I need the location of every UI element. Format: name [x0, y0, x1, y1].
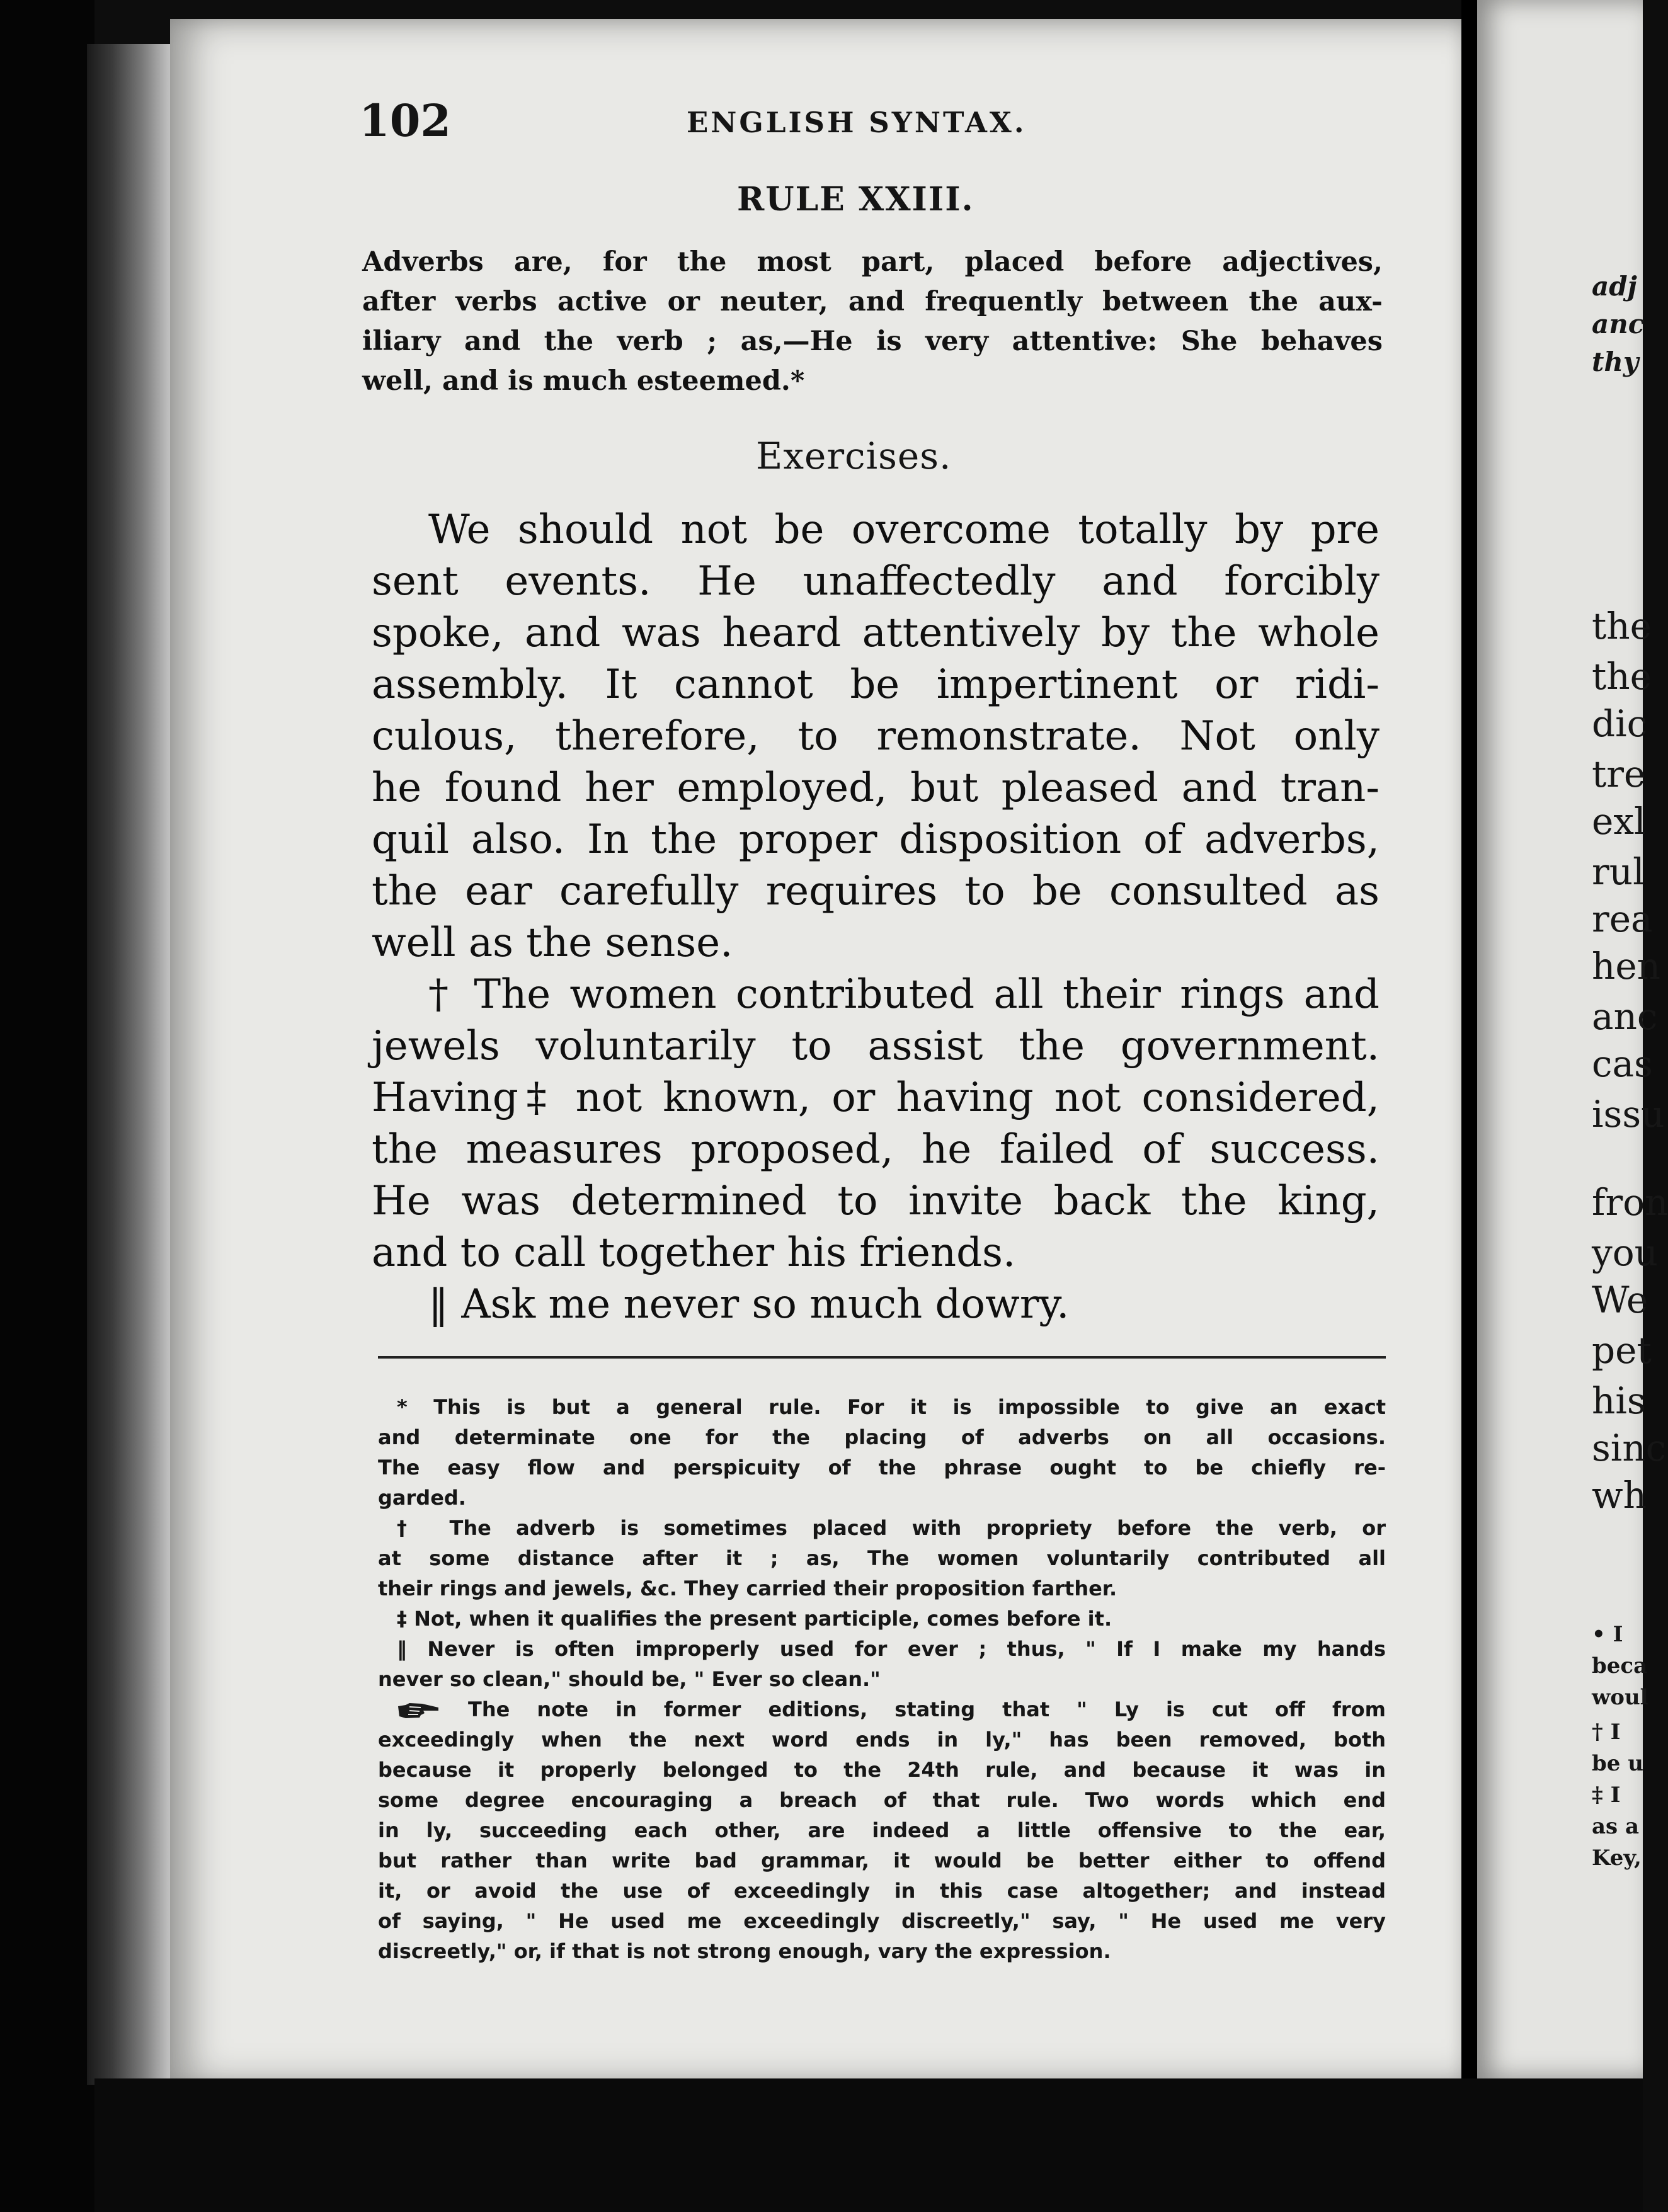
footnote-line: The easy flow and perspicuity of the phrase ought to be chiefly re-	[378, 1456, 1386, 1479]
facing-page-text-fragment: We	[1592, 1279, 1648, 1321]
page-number: 102	[359, 94, 452, 147]
footnote-line: exceedingly when the next word ends in ly," has been removed, both	[378, 1728, 1386, 1752]
facing-page-text-fragment: cas	[1592, 1042, 1653, 1085]
facing-page-text-fragment: pet	[1592, 1329, 1652, 1372]
facing-page-text-fragment: beca	[1592, 1653, 1648, 1679]
footnote-line: and determinate one for the placing of adverbs on all occasions.	[378, 1425, 1386, 1449]
footnote-line: garded.	[378, 1486, 466, 1510]
facing-page-text-fragment: be u	[1592, 1751, 1643, 1776]
facing-page-text-fragment: adj	[1592, 271, 1637, 302]
footnote-line: ‡ Not, when it qualifies the present participle, comes before it.	[397, 1607, 1112, 1631]
footnote-line: discreetly," or, if that is not strong enough, vary the expression.	[378, 1939, 1111, 1963]
footnote-text: The note in former editions, stating that " Ly is cut off from	[468, 1697, 1386, 1721]
facing-page-text-fragment: exl	[1592, 800, 1646, 843]
facing-page-text-fragment: ‡ I	[1592, 1782, 1621, 1808]
book-gutter	[0, 0, 94, 2212]
rule-title: RULE XXIII.	[737, 180, 974, 219]
footnote-line: at some distance after it ; as, The women voluntarily contributed all	[378, 1546, 1386, 1570]
facing-page-text-fragment: rul	[1592, 850, 1645, 893]
facing-page-text-fragment: you	[1592, 1231, 1659, 1274]
facing-page-text-fragment: tre	[1592, 753, 1646, 795]
facing-page-text-fragment: hen	[1592, 945, 1661, 988]
facing-page-text-fragment: dic	[1592, 702, 1648, 745]
page-header	[359, 94, 1052, 151]
facing-page-text-fragment: woul	[1592, 1685, 1648, 1710]
rule-line: Adverbs are, for the most part, placed before adjectives,	[362, 246, 1383, 278]
facing-page-text-fragment: sinc	[1592, 1427, 1667, 1469]
facing-page-text-fragment: his	[1592, 1379, 1646, 1422]
facing-page-text-fragment: anc	[1592, 309, 1645, 339]
footnote-line: but rather than write bad grammar, it would be better either to offend	[378, 1849, 1386, 1873]
exercise-line: culous, therefore, to remonstrate. Not only	[372, 713, 1380, 760]
exercise-line: jewels voluntarily to assist the government.	[372, 1023, 1380, 1069]
facing-page-text-fragment: thy	[1592, 346, 1639, 377]
exercise-line: he found her employed, but pleased and tran-	[372, 765, 1380, 811]
facing-page-text-fragment: anc	[1592, 995, 1658, 1038]
facing-page-text-fragment: • I	[1592, 1622, 1623, 1647]
footnote-line: * This is but a general rule. For it is impossible to give an exact	[397, 1395, 1386, 1419]
footnote-line: ‖ Never is often improperly used for ever ; thus, " If I make my hands	[397, 1637, 1386, 1661]
exercise-line: We should not be overcome totally by pre	[428, 506, 1380, 553]
exercises-heading: Exercises.	[756, 435, 952, 477]
footnote-line: it, or avoid the use of exceedingly in this case altogether; and instead	[378, 1879, 1386, 1903]
rule-line: after verbs active or neuter, and frequently between the aux-	[362, 286, 1383, 317]
pointing-hand-icon	[397, 1701, 441, 1720]
exercise-line: ‖ Ask me never so much dowry.	[428, 1281, 1070, 1328]
footnote-divider	[378, 1356, 1386, 1359]
facing-page-text-fragment: wh	[1592, 1474, 1647, 1517]
exercise-line: He was determined to invite back the king,	[372, 1178, 1380, 1224]
facing-page-text-fragment: as a	[1592, 1814, 1640, 1839]
exercise-line: sent events. He unaffectedly and forcibly	[372, 558, 1380, 605]
facing-page-text-fragment: rea	[1592, 898, 1653, 940]
footnotes	[378, 1392, 1386, 1966]
facing-page-text-fragment: Key,	[1592, 1845, 1642, 1871]
footnote-line: † The adverb is sometimes placed with propriety before the verb, or	[397, 1516, 1386, 1540]
footnote-line: in ly, succeeding each other, are indeed a little offensive to the ear,	[378, 1818, 1386, 1842]
footnote-line: of saying, " He used me exceedingly discreetly," say, " He used me very	[378, 1909, 1386, 1933]
facing-page-text-fragment: the	[1592, 605, 1652, 647]
exercise-line: assembly. It cannot be impertinent or ridi-	[372, 661, 1380, 708]
facing-page-text-fragment: issu	[1592, 1093, 1665, 1136]
facing-page-fragment	[1477, 0, 1668, 2078]
facing-page-text-fragment: fron	[1592, 1181, 1668, 1224]
rule-line: well, and is much esteemed.*	[362, 365, 805, 397]
exercise-line: and to call together his friends.	[372, 1229, 1016, 1276]
exercise-line: Having‡ not known, or having not considered,	[372, 1075, 1380, 1121]
exercises-body	[372, 504, 1380, 1330]
footnote-line: because it properly belonged to the 24th rule, and because it was in	[378, 1758, 1386, 1782]
exercise-line: the measures proposed, he failed of success.	[372, 1126, 1380, 1173]
exercise-line: quil also. In the proper disposition of adverbs,	[372, 816, 1380, 863]
exercise-line: † The women contributed all their rings and	[428, 971, 1380, 1018]
bottom-shadow	[94, 2078, 1643, 2212]
footnote-line: never so clean," should be, " Ever so clean."	[378, 1667, 881, 1691]
exercise-line: spoke, and was heard attentively by the whole	[372, 610, 1380, 656]
footnote-line: their rings and jewels, &c. They carried their proposition farther.	[378, 1576, 1117, 1600]
facing-page-text-fragment: † I	[1592, 1719, 1621, 1745]
rule-statement	[362, 242, 1383, 401]
footnote-line: some degree encouraging a breach of that rule. Two words which end	[378, 1788, 1386, 1812]
running-head: ENGLISH SYNTAX.	[687, 106, 1027, 139]
rule-line: iliary and the verb ; as,—He is very attentive: She behaves	[362, 326, 1383, 357]
footnote-line-with-hand	[378, 1694, 1386, 1725]
exercise-line: well as the sense.	[372, 920, 733, 966]
exercise-line: the ear carefully requires to be consulted as	[372, 868, 1380, 915]
facing-page-text-fragment: the	[1592, 655, 1652, 698]
